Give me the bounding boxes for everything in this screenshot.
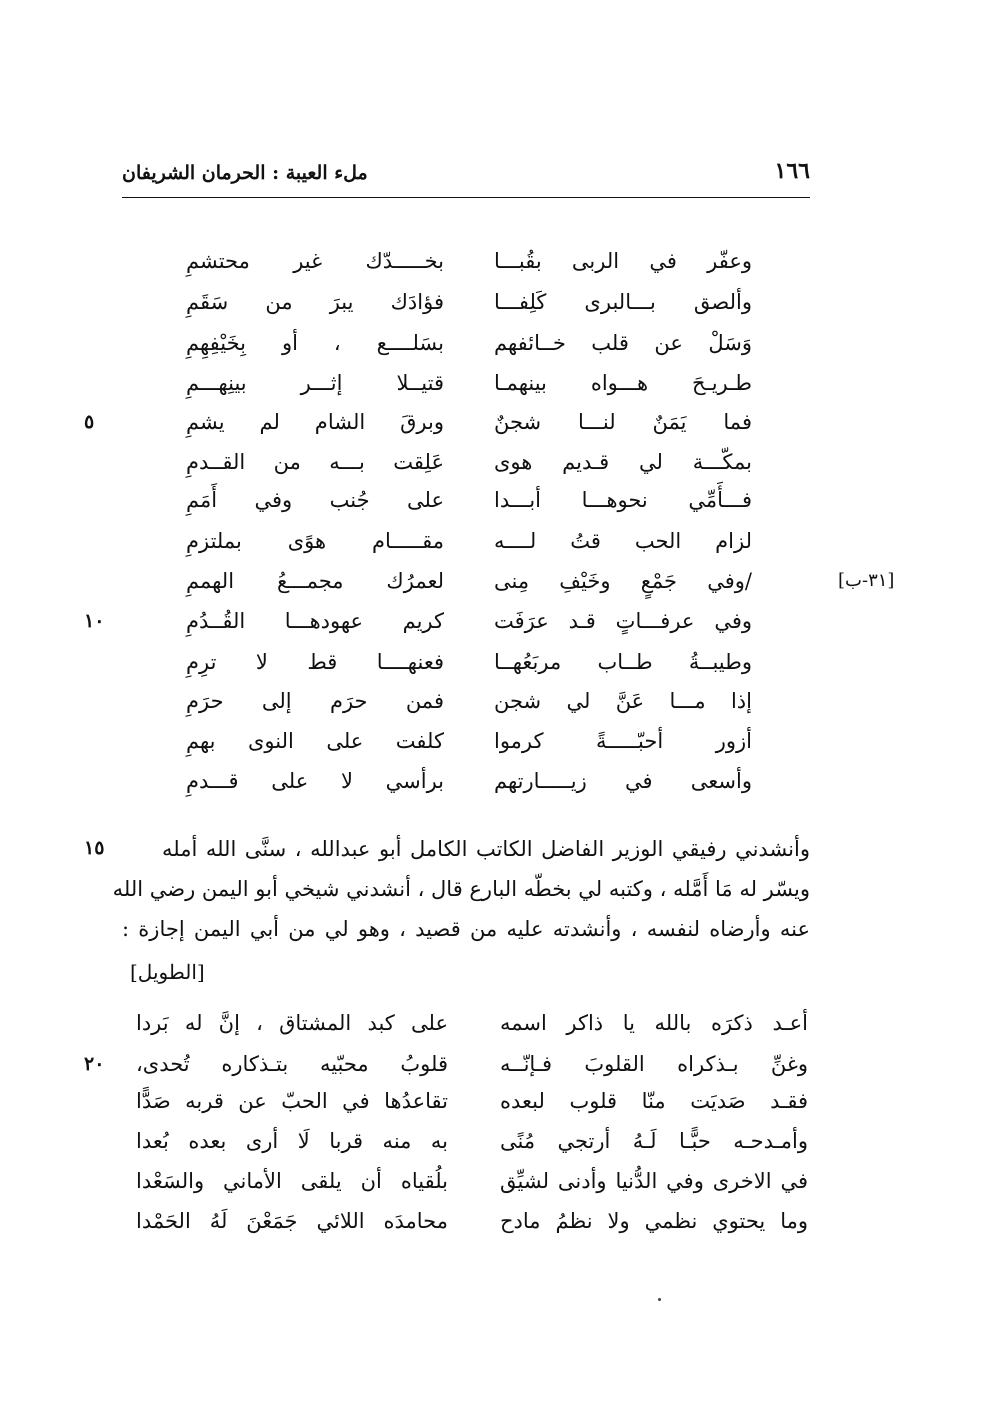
- first-hemistich: فـــأَمِّي نحوهـــا أبـــدا: [494, 488, 752, 512]
- verse: [0, 443, 992, 483]
- line-number: ٥: [84, 411, 95, 433]
- second-hemistich: برأسي لا على قـــدمِ: [186, 769, 444, 793]
- prose-paragraph: [112, 830, 810, 950]
- first-hemistich: وغنِّ بـذكراه القلوبَ فـإنّــه: [500, 1052, 808, 1076]
- second-hemistich: لعمرُك مجمـــعُ الهممِ: [186, 569, 444, 593]
- verse: [0, 682, 992, 722]
- folio-marker: [٣١-ب]: [838, 570, 895, 591]
- first-hemistich: /وفي جَمْعٍ وخَيْفِ مِنى: [494, 569, 752, 593]
- second-hemistich: بلُقياه أن يلقى الأماني والسَعْدا: [136, 1169, 448, 1193]
- ink-speck: [658, 1298, 661, 1301]
- second-hemistich: كريم عهودهـــا القُــدُمِ: [186, 609, 444, 633]
- verse: [0, 364, 992, 404]
- verse: [0, 1082, 992, 1122]
- prose-line: عنه وأرضاه لنفسه ، وأنشدته عليه من قصيد ، وهو لي من أبي اليمن إجازة :: [122, 917, 810, 941]
- line-number: ١٥: [84, 837, 105, 859]
- verse: [0, 762, 992, 802]
- second-hemistich: فعنهــــا قط لا ترِمِ: [186, 650, 444, 674]
- verse: [0, 1045, 992, 1085]
- second-hemistich: قلوبُ محبّيه بتـذكاره تُحدى،: [136, 1052, 448, 1076]
- second-hemistich: قتيــلا إثـــر بينِهـــمِ: [186, 371, 444, 395]
- verse: [0, 602, 992, 642]
- first-hemistich: وفي عرفـــاتٍ قـد عرَفَت: [494, 609, 752, 633]
- second-hemistich: على كبد المشتاق ، إنَّ له بَردا: [136, 1011, 448, 1035]
- first-hemistich: لزام الحب قتُ لــــه: [494, 529, 752, 553]
- first-hemistich: طـريـحَ هـــواه بينهمـا: [494, 371, 752, 395]
- second-hemistich: تقاعدُها في الحبّ عن قربه صَدًّا: [136, 1089, 448, 1113]
- verse: [0, 403, 992, 443]
- line-number: ١٠: [84, 610, 105, 632]
- verse: [0, 643, 992, 683]
- page-number: ١٦٦: [774, 158, 810, 184]
- second-hemistich: مقـــــام هوًى بملتزمِ: [186, 529, 444, 553]
- verse: [0, 1162, 992, 1202]
- second-hemistich: فؤادَك يبرَ من سَقَمِ: [186, 290, 444, 314]
- running-title: ملء العيبة : الحرمان الشريفان: [122, 162, 368, 184]
- verse: [0, 522, 992, 562]
- first-hemistich: فقـد صَديَت منّا قلوب لبعده: [500, 1089, 808, 1113]
- first-hemistich: وطيبــةُ طــاب مربَعُهــا: [494, 650, 752, 674]
- second-hemistich: كلفت على النوى بهمِ: [186, 729, 444, 753]
- first-hemistich: وألصق بـــالبرى كَلِفـــا: [494, 290, 752, 314]
- verse: [0, 722, 992, 762]
- first-hemistich: وما يحتوي نظمي ولا نظمُ مادح: [500, 1209, 808, 1233]
- verse: [0, 283, 992, 323]
- line-number: ٢٠: [84, 1053, 105, 1075]
- verse: [0, 1202, 992, 1242]
- first-hemistich: أزور أحبّـــــةً كرموا: [494, 729, 752, 753]
- first-hemistich: وَسَلْ عن قلب خــائفهم: [494, 331, 752, 355]
- first-hemistich: وأسعى في زيـــــارتهم: [494, 769, 752, 793]
- verse: [0, 481, 992, 521]
- verse: [0, 324, 992, 364]
- second-hemistich: بسَلــــع ، أو بِخَيْفِهِمِ: [186, 331, 444, 355]
- meter-label: [الطويل]: [130, 960, 205, 984]
- header-rule: [122, 197, 810, 198]
- first-hemistich: إذا مـــا عَنَّ لي شجن: [494, 689, 752, 713]
- second-hemistich: بخـــــدّك غير محتشمِ: [186, 249, 444, 273]
- second-hemistich: على جُنب وفي أَمَمِ: [186, 488, 444, 512]
- first-hemistich: في الاخرى وفي الدُّنيا وأدنى لشيِّق: [500, 1169, 808, 1193]
- first-hemistich: وعفّر في الربى بقُبـــا: [494, 249, 752, 273]
- second-hemistich: فمن حرَم إلى حرَمِ: [186, 689, 444, 713]
- verse: [0, 242, 992, 282]
- first-hemistich: بمكّـــة لي قـديم هوى: [494, 450, 752, 474]
- first-hemistich: وأمـدحـه حبًّـا لَـهُ أرتجي مُنًى: [500, 1129, 808, 1153]
- first-hemistich: فما يَمَنٌ لنـــا شجنٌ: [494, 410, 752, 434]
- second-hemistich: وبرقَ الشام لم يشمِ: [186, 410, 444, 434]
- second-hemistich: به منه قربا لَا أرى بعده بُعدا: [136, 1129, 448, 1153]
- verse: [0, 1122, 992, 1162]
- verse: [0, 1004, 992, 1044]
- second-hemistich: عَلِقت بـــه من القــدمِ: [186, 450, 444, 474]
- first-hemistich: أعـد ذكرَه بالله يا ذاكر اسمه: [500, 1011, 808, 1035]
- running-header: [122, 158, 810, 194]
- second-hemistich: محامدَه اللائي جَمَعْنَ لَهُ الحَمْدا: [136, 1209, 448, 1233]
- prose-line: وأنشدني رفيقي الوزير الفاضل الكاتب الكامل أبو عبدالله ، سنَّى الله أمله: [162, 837, 810, 861]
- prose-line: ويسّر له مَا أَمَّله ، وكتبه لي بخطّه البارع قال ، أنشدني شيخي أبو اليمن رضي الله: [112, 877, 810, 901]
